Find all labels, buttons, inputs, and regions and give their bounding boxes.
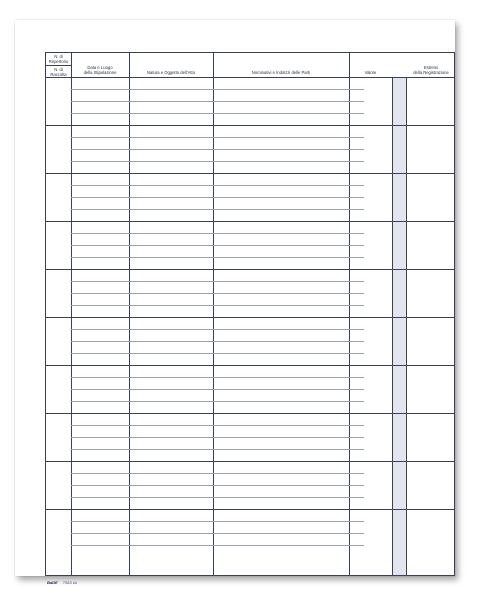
entry-subline (71, 293, 364, 294)
entry-subline (71, 89, 364, 90)
header-valore (349, 53, 392, 77)
entry-subline (71, 389, 364, 390)
entry-subline (71, 485, 364, 486)
entry-block-rule (46, 125, 454, 126)
entry-subline (71, 197, 364, 198)
header-divider (46, 65, 71, 66)
header-estremi-line2: della Registrazione (413, 70, 449, 75)
entry-subline (71, 473, 364, 474)
register-table (45, 52, 455, 576)
entry-block-rule (46, 173, 454, 174)
header-nominativi-label: Nominativi e Indirizzi delle Parti (251, 70, 311, 75)
entry-block-rule (46, 269, 454, 270)
header-nominativi (213, 53, 349, 77)
header-natura (129, 53, 213, 77)
header-estremi (406, 53, 456, 77)
entry-subline (71, 449, 364, 450)
entry-subline (71, 341, 364, 342)
entry-block-rule (46, 317, 454, 318)
entry-subline (71, 545, 364, 546)
entry-subline (71, 161, 364, 162)
register-sheet (15, 20, 455, 585)
entry-subline (71, 233, 364, 234)
entry-subline (71, 209, 364, 210)
table-header (46, 53, 454, 78)
footer-code: 7083 uk (62, 580, 78, 585)
entry-block-rule (46, 413, 454, 414)
header-raccolta: N. di Raccolta (50, 67, 67, 77)
entry-subline (71, 425, 364, 426)
header-estremi-line1: Estremi (423, 65, 439, 70)
header-repertorio: N. di Repertorio (48, 54, 69, 64)
entry-block-rule (46, 221, 454, 222)
header-repertorio-raccolta (46, 53, 71, 77)
entry-block-rule (46, 509, 454, 510)
entry-subline (71, 437, 364, 438)
entry-block-rule (46, 365, 454, 366)
entry-subline (71, 185, 364, 186)
entry-subline (71, 137, 364, 138)
footer-brand: BaDE (47, 580, 58, 585)
entry-subline (71, 533, 364, 534)
entry-subline (71, 281, 364, 282)
entry-subline (71, 401, 364, 402)
entry-subline (71, 257, 364, 258)
entry-subline (71, 113, 364, 114)
entry-subline (71, 329, 364, 330)
entry-subline (71, 245, 364, 246)
header-data-luogo-line2: della Stipulazione (83, 70, 117, 75)
header-natura-label: Natura e Oggetto dell'Atto (146, 70, 196, 75)
header-data-luogo (71, 53, 129, 77)
entry-subline (71, 497, 364, 498)
entry-subline (71, 149, 364, 150)
entry-subline (71, 521, 364, 522)
footer (47, 580, 77, 585)
entry-subline (71, 305, 364, 306)
entry-block-rule (46, 461, 454, 462)
header-data-luogo-line1: Data e Luogo (87, 65, 113, 70)
entry-subline (71, 377, 364, 378)
register-rows (46, 77, 454, 575)
entry-subline (71, 353, 364, 354)
header-valore-label: Valore (364, 70, 377, 75)
entry-subline (71, 101, 364, 102)
